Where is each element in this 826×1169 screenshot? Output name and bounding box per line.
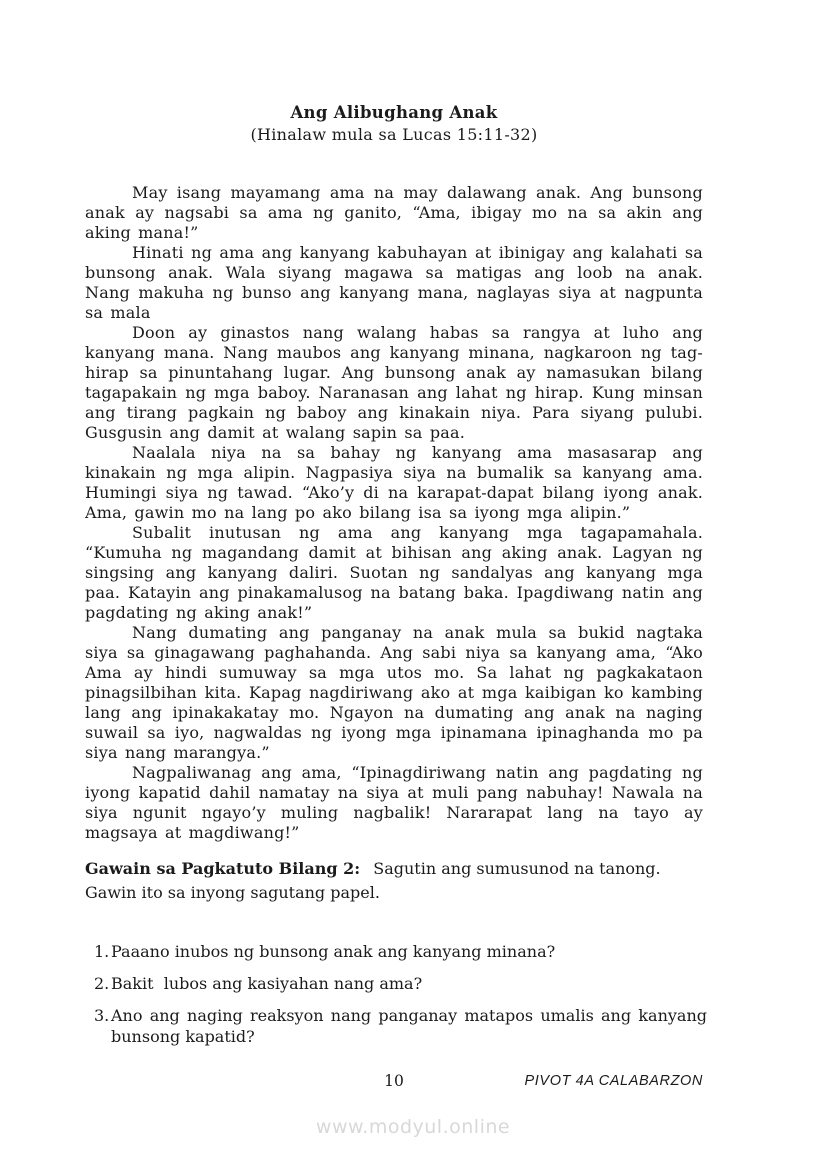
- question-item-3: [85, 1005, 713, 1047]
- question-number-1: 1.: [94, 942, 110, 961]
- activity-instruction-line: [85, 858, 703, 879]
- question-number-2: 2.: [94, 974, 110, 993]
- story-body: [85, 183, 703, 843]
- question-list: [85, 941, 713, 1058]
- activity-instruction-line2: Gawin ito sa inyong sagutang papel.: [85, 883, 380, 902]
- story-paragraph-2: Hinati ng ama ang kanyang kabuhayan at ibinigay ang kalahati sa bunsong anak. Wala siyang magawa sa matigas ang loob na anak. Nang makuha ng bunso ang kanyang mana, naglayas siya at nagpunta sa mala: [85, 243, 703, 322]
- story-header: [85, 103, 703, 144]
- question-text-3: Ano ang naging reaksyon nang panganay matapos umalis ang kanyang bunsong kapatid?: [111, 1006, 713, 1046]
- story-paragraph-6: Nang dumating ang panganay na anak mula sa bukid nagtaka siya sa ginagawang paghahanda. Ang sabi niya sa kanyang ama, “Ako Ama ay hindi sumuway sa mga utos mo. Sa lahat ng pagkakataon pinagsilbihan kita. Kapag nagdiriwang ako at mga kaibigan ko kambing lang ang ipinakakatay mo. Ngayon na dumating ang anak na naging suwail sa iyo, nagwaldas ng iyong mga ipinamana ipinaghanda mo pa siya nang marangya.”: [85, 623, 703, 762]
- activity-instruction-text: Sagutin ang sumusunod na tanong.: [373, 859, 661, 878]
- story-paragraph-1: May isang mayamang ama na may dalawang anak. Ang bunsong anak ay nagsabi sa ama ng ganito, “Ama, ibigay mo na sa akin ang aking mana!”: [85, 183, 703, 242]
- watermark: www.modyul.online: [315, 1116, 511, 1138]
- story-paragraph-3: Doon ay ginastos nang walang habas sa rangya at luho ang kanyang mana. Nang maubos ang kanyang minana, nagkaroon ng tag-hirap sa pinuntahang lugar. Ang bunsong anak ay namasukan bilang tagapakain ng mga baboy. Naranasan ang lahat ng hirap. Kung minsan ang tirang pagkain ng baboy ang kinakain niya. Para siyang pulubi. Gusgusin ang damit at walang sapin sa paa.: [85, 323, 703, 442]
- question-number-3: 3.: [94, 1006, 110, 1025]
- story-paragraph-4: Naalala niya na sa bahay ng kanyang ama masasarap ang kinakain ng mga alipin. Nagpasiya siya na bumalik sa kanyang ama. Humingi siya ng tawad. “Ako’y di na karapat-dapat bilang iyong anak. Ama, gawin mo na lang po ako bilang isa sa iyong mga alipin.”: [85, 443, 703, 522]
- activity-section: [85, 858, 703, 903]
- question-item-1: [85, 941, 707, 962]
- question-text-1: Paaano inubos ng bunsong anak ang kanyang minana?: [111, 942, 556, 961]
- story-title: Ang Alibughang Anak: [290, 103, 498, 122]
- question-item-2: [85, 973, 707, 994]
- story-paragraph-5: Subalit inutusan ng ama ang kanyang mga tagapamahala. “Kumuha ng magandang damit at bihisan ang aking anak. Lagyan ng singsing ang kanyang daliri. Suotan ng sandalyas ang kanyang mga paa. Katayin ang pinakamalusog na batang baka. Ipagdiwang natin ang pagdating ng aking anak!”: [85, 523, 703, 622]
- activity-heading: Gawain sa Pagkatuto Bilang 2:: [85, 859, 361, 878]
- page-number: 10: [384, 1072, 404, 1090]
- story-paragraph-7: Nagpaliwanag ang ama, “Ipinagdiriwang natin ang pagdating ng iyong kapatid dahil namatay na siya at muli pang nabuhay! Nawala na siya ngunit ngayo’y muling nagbalik! Nararapat lang na tayo ay magsaya at magdiwang!”: [85, 763, 703, 842]
- footer-edition: PIVOT 4A CALABARZON: [524, 1073, 703, 1089]
- question-text-2: Bakit lubos ang kasiyahan nang ama?: [111, 974, 423, 993]
- story-subtitle: (Hinalaw mula sa Lucas 15:11-32): [250, 125, 538, 144]
